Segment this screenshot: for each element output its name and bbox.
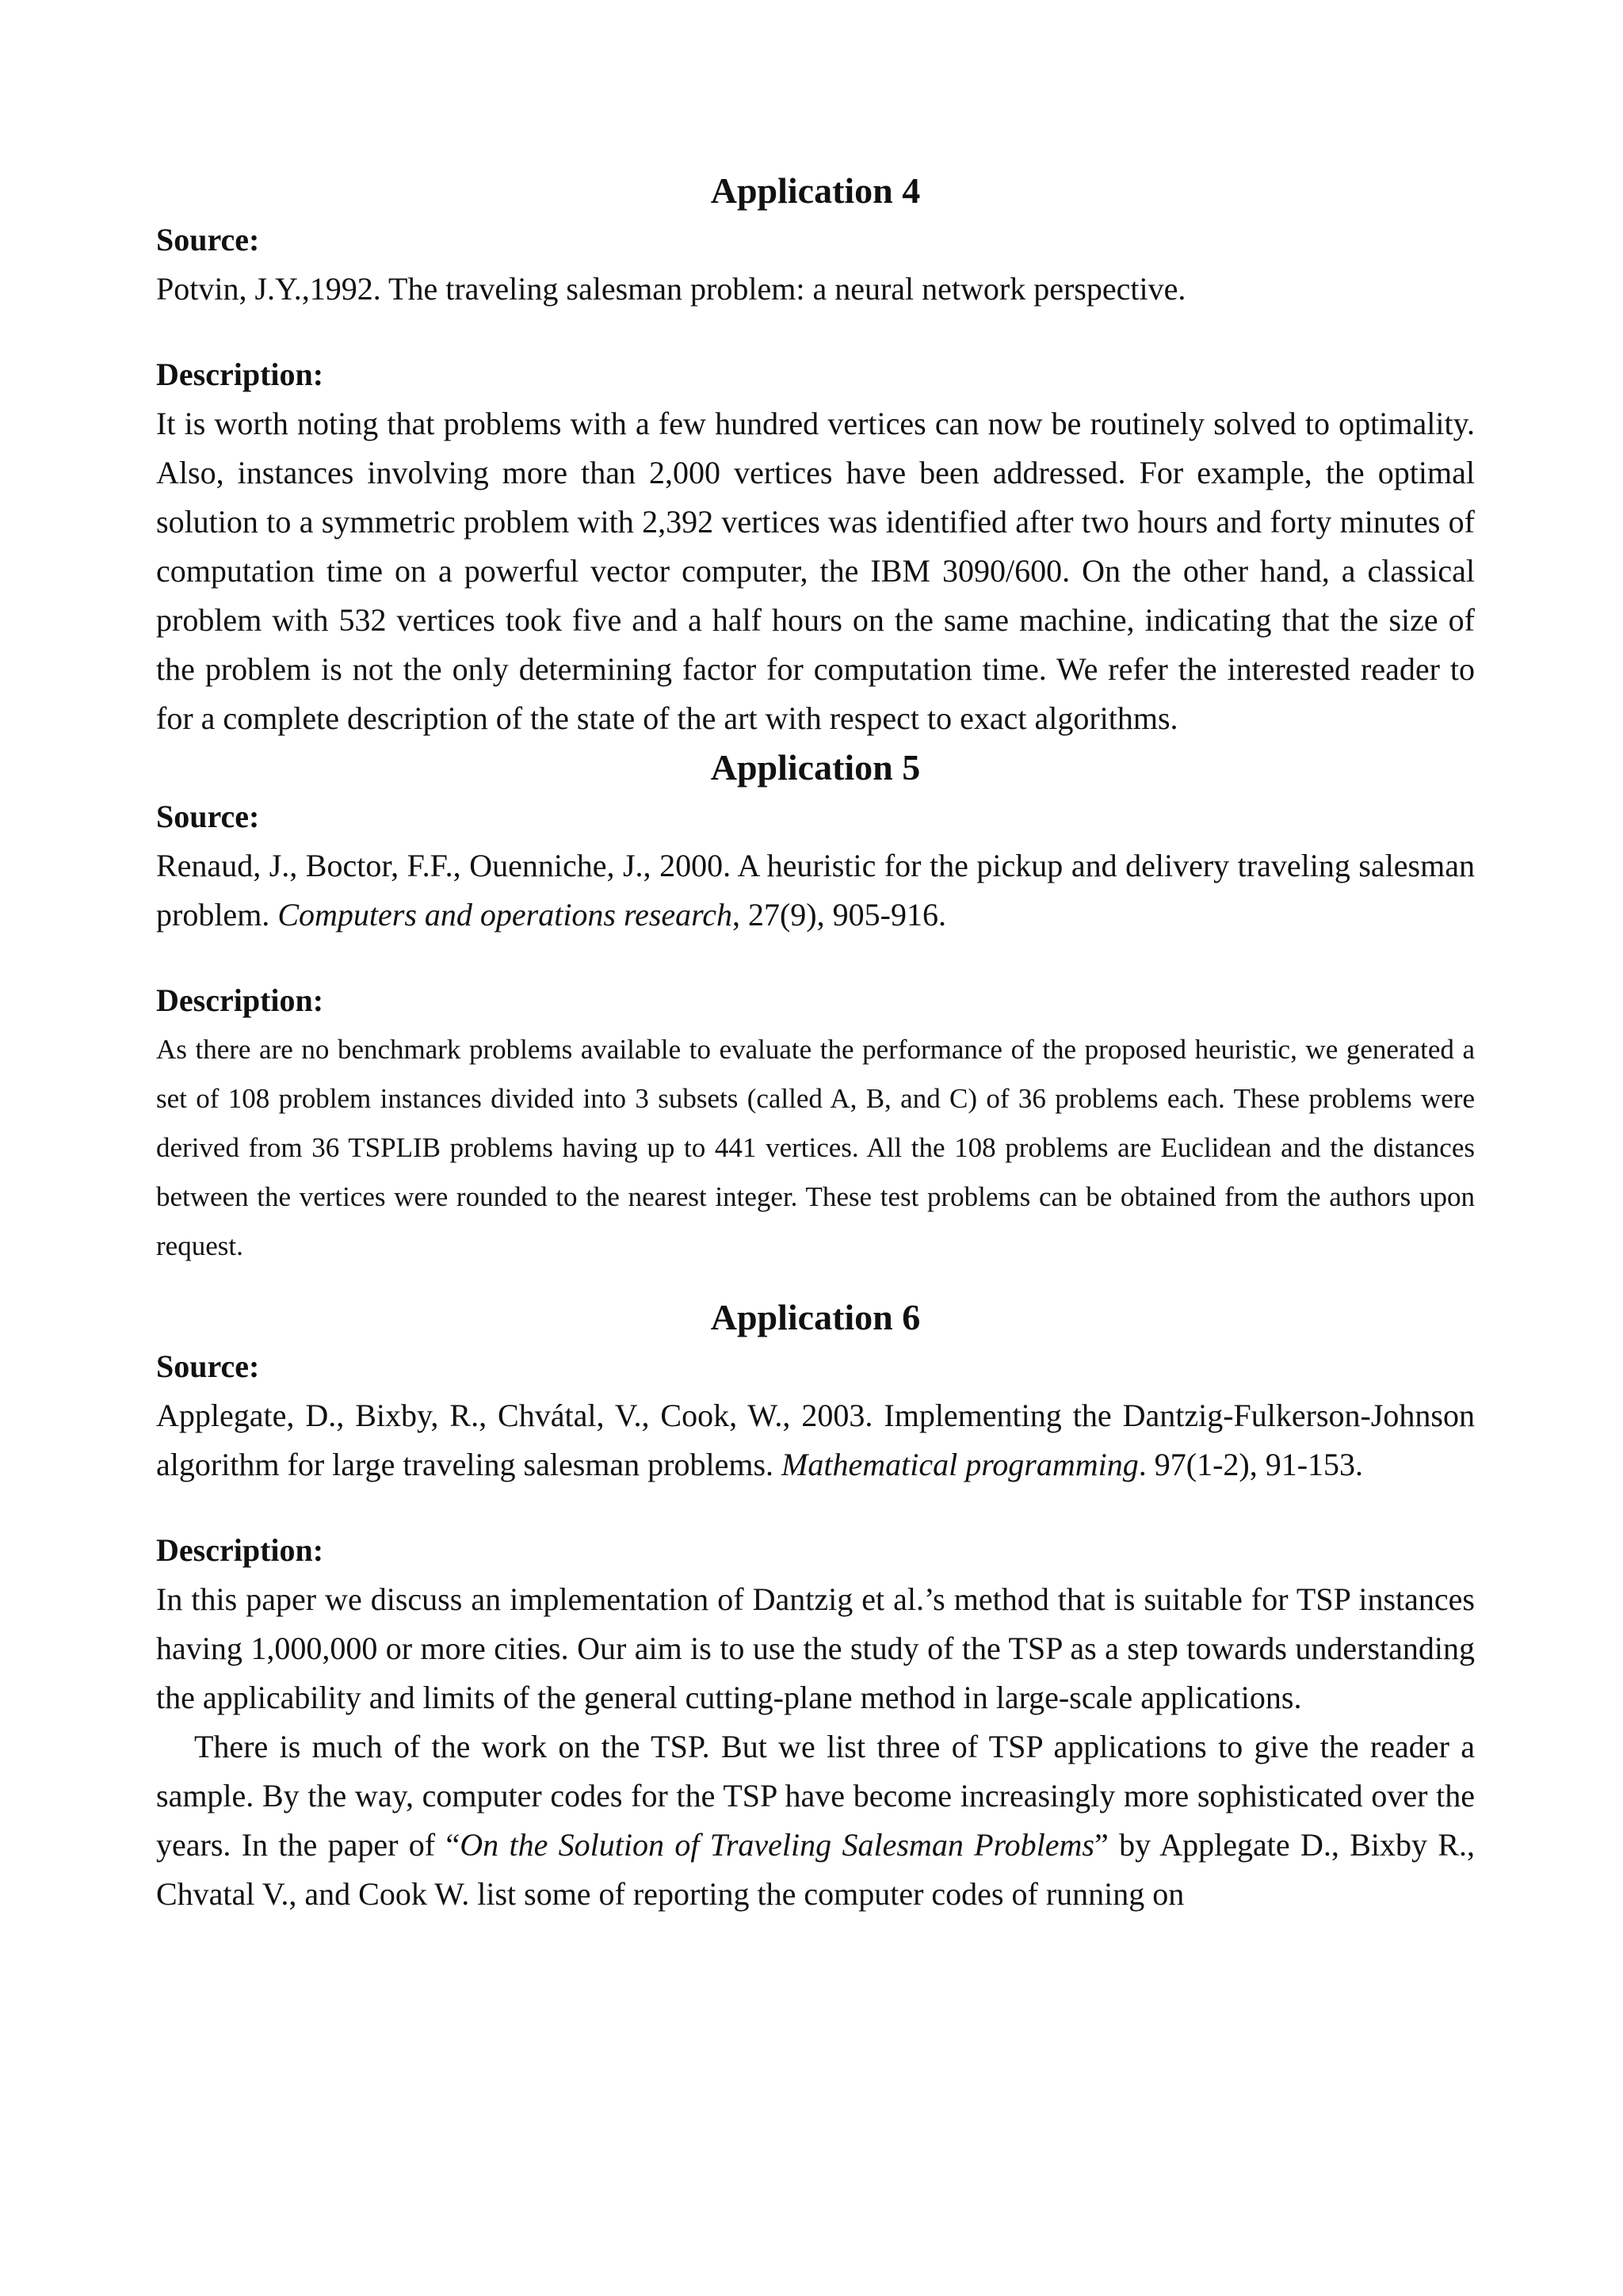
description-text: It is worth noting that problems with a few hundred vertices can now be routinely solved to optimality. Also, instances involving more than 2,000 vertices have been addressed. For example, the optimal solution to a symmetric problem with 2,392 vertices was identified after two hours and forty minutes of computation time on a powerful vector computer, the IBM 3090/600. On the other hand, a classical problem with 532 vertices took five and a half hours on the same machine, indicating that the size of the problem is not the only determining factor for computation time. We refer the interested reader to for a complete description of the state of the art with respect to exact algorithms.	[156, 406, 1475, 736]
document-page	[156, 166, 1475, 1919]
closing-text-continued: ” by Applegate D., Bixby R., Chvatal V., and Cook W. list some of reporting the computer codes of running on	[156, 1827, 1476, 1912]
source-label: Source:	[156, 1348, 260, 1384]
description-label: Description:	[156, 1532, 324, 1568]
description-label: Description:	[156, 357, 324, 392]
section-title-application-6: Application 6	[710, 1297, 921, 1337]
citation-text: Applegate, D., Bixby, R., Chvátal, V., Cook, W., 2003. Implementing the Dantzig-Fulkerson-Johnson algorithm for large traveling salesman problems.	[156, 1398, 1475, 1482]
paper-title: On the Solution of Traveling Salesman Problems	[460, 1827, 1094, 1863]
description-text: In this paper we discuss an implementation of Dantzig et al.’s method that is suitable for TSP instances having 1,000,000 or more cities. Our aim is to use the study of the TSP as a step towards understanding the applicability and limits of the general cutting-plane method in large-scale applications.	[156, 1581, 1475, 1715]
source-label: Source:	[156, 799, 260, 834]
closing-text: There is much of the work on the TSP. But we list three of TSP applications to give the reader a sample. By the way, computer codes for the TSP have become increasingly more sophisticated over the years. In the paper of “	[156, 1729, 1475, 1863]
journal-name: Mathematical programming	[781, 1447, 1139, 1482]
closing-paragraph	[156, 1722, 1475, 1919]
section-title-application-5: Application 5	[710, 747, 921, 788]
section-title-application-4: Application 4	[710, 170, 921, 211]
source-citation	[156, 841, 1475, 940]
journal-name: Computers and operations research	[277, 897, 732, 933]
description-text: As there are no benchmark problems available to evaluate the performance of the proposed heuristic, we generated a set of 108 problem instances divided into 3 subsets (called A, B, and C) of 36 problems each. These problems were derived from 36 TSPLIB problems having up to 441 vertices. All the 108 problems are Euclidean and the distances between the vertices were rounded to the nearest integer. These test problems can be obtained from the authors upon request.	[156, 1034, 1475, 1261]
source-citation	[156, 1391, 1475, 1489]
source-citation: Potvin, J.Y.,1992. The traveling salesman problem: a neural network perspective.	[156, 271, 1186, 307]
citation-volume: , 27(9), 905-916.	[731, 897, 946, 933]
citation-volume: . 97(1-2), 91-153.	[1138, 1447, 1364, 1482]
description-label: Description:	[156, 982, 324, 1018]
source-label: Source:	[156, 222, 260, 257]
citation-text: Renaud, J., Boctor, F.F., Ouenniche, J., 2000. A heuristic for the pickup and delivery traveling salesman problem.	[156, 848, 1475, 933]
